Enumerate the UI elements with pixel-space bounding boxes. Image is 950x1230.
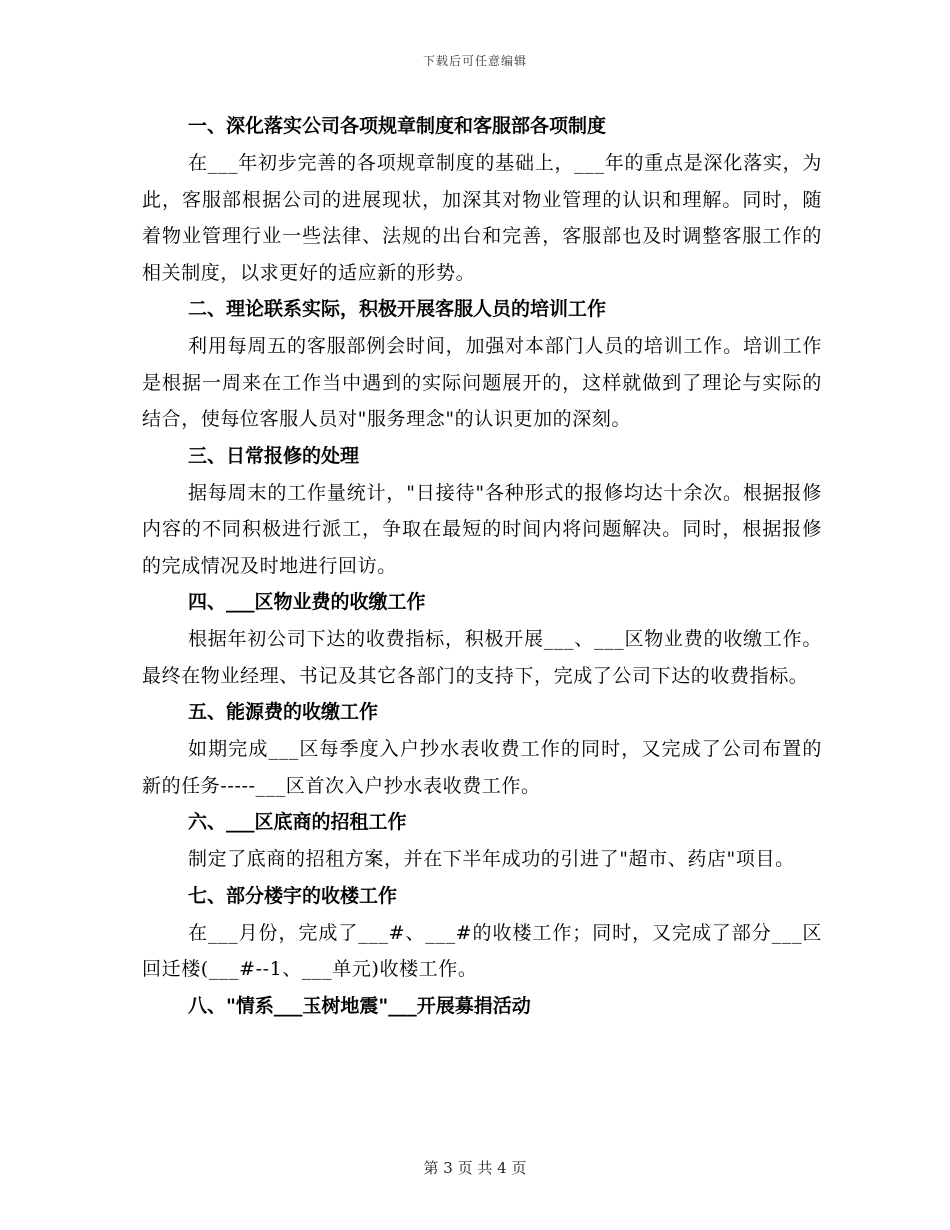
section-4 [142, 584, 822, 694]
section-heading: 一、深化落实公司各项规章制度和客服部各项制度 [188, 115, 607, 137]
section-heading: 四、___区物业费的收缴工作 [188, 591, 426, 613]
section-8 [142, 988, 822, 1025]
section-paragraph: 如期完成___区每季度入户抄水表收费工作的同时，又完成了公司布置的新的任务-----___区首次入户抄水表收费工作。 [142, 738, 822, 797]
section-1 [142, 108, 822, 291]
section-paragraph: 利用每周五的客服部例会时间，加强对本部门人员的培训工作。培训工作是根据一周来在工作当中遇到的实际问题展开的，这样就做到了理论与实际的结合，使每位客服人员对"服务理念"的认识更加的深刻。 [142, 335, 822, 430]
section-paragraph: 在___年初步完善的各项规章制度的基础上，___年的重点是深化落实，为此，客服部根据公司的进展现状，加深其对物业管理的认识和理解。同时，随着物业管理行业一些法律、法规的出台和完善，客服部也及时调整客服工作的相关制度，以求更好的适应新的形势。 [142, 152, 822, 284]
section-heading: 七、部分楼宇的收楼工作 [188, 884, 398, 907]
document-body [142, 108, 822, 1025]
section-7 [142, 878, 822, 988]
section-heading: 三、日常报修的处理 [188, 444, 360, 467]
section-heading: 二、理论联系实际，积极开展客服人员的培训工作 [188, 298, 607, 320]
section-2 [142, 291, 822, 438]
section-heading: 六、___区底商的招租工作 [188, 811, 407, 833]
page-header: 下载后可任意编辑 [422, 54, 527, 68]
section-paragraph: 据每周末的工作量统计，"日接待"各种形式的报修均达十余次。根据报修内容的不同积极进行派工，争取在最短的时间内将问题解决。同时，根据报修的完成情况及时地进行回访。 [142, 481, 822, 577]
section-paragraph: 在___月份，完成了___#、___#的收楼工作；同时，又完成了部分___区回迁楼(___#--1、___单元)收楼工作。 [142, 921, 822, 980]
section-heading: 八、"情系___玉树地震"___开展募捐活动 [188, 994, 531, 1017]
section-6 [142, 804, 822, 878]
section-paragraph: 制定了底商的招租方案，并在下半年成功的引进了"超市、药店"项目。 [188, 848, 795, 870]
section-5 [142, 694, 822, 804]
section-3 [142, 438, 822, 585]
section-paragraph: 根据年初公司下达的收费指标，积极开展___、___区物业费的收缴工作。最终在物业经理、书记及其它各部门的支持下，完成了公司下达的收费指标。 [142, 628, 822, 687]
section-heading: 五、能源费的收缴工作 [188, 701, 379, 723]
page-footer: 第 3 页 共 4 页 [423, 1159, 527, 1177]
